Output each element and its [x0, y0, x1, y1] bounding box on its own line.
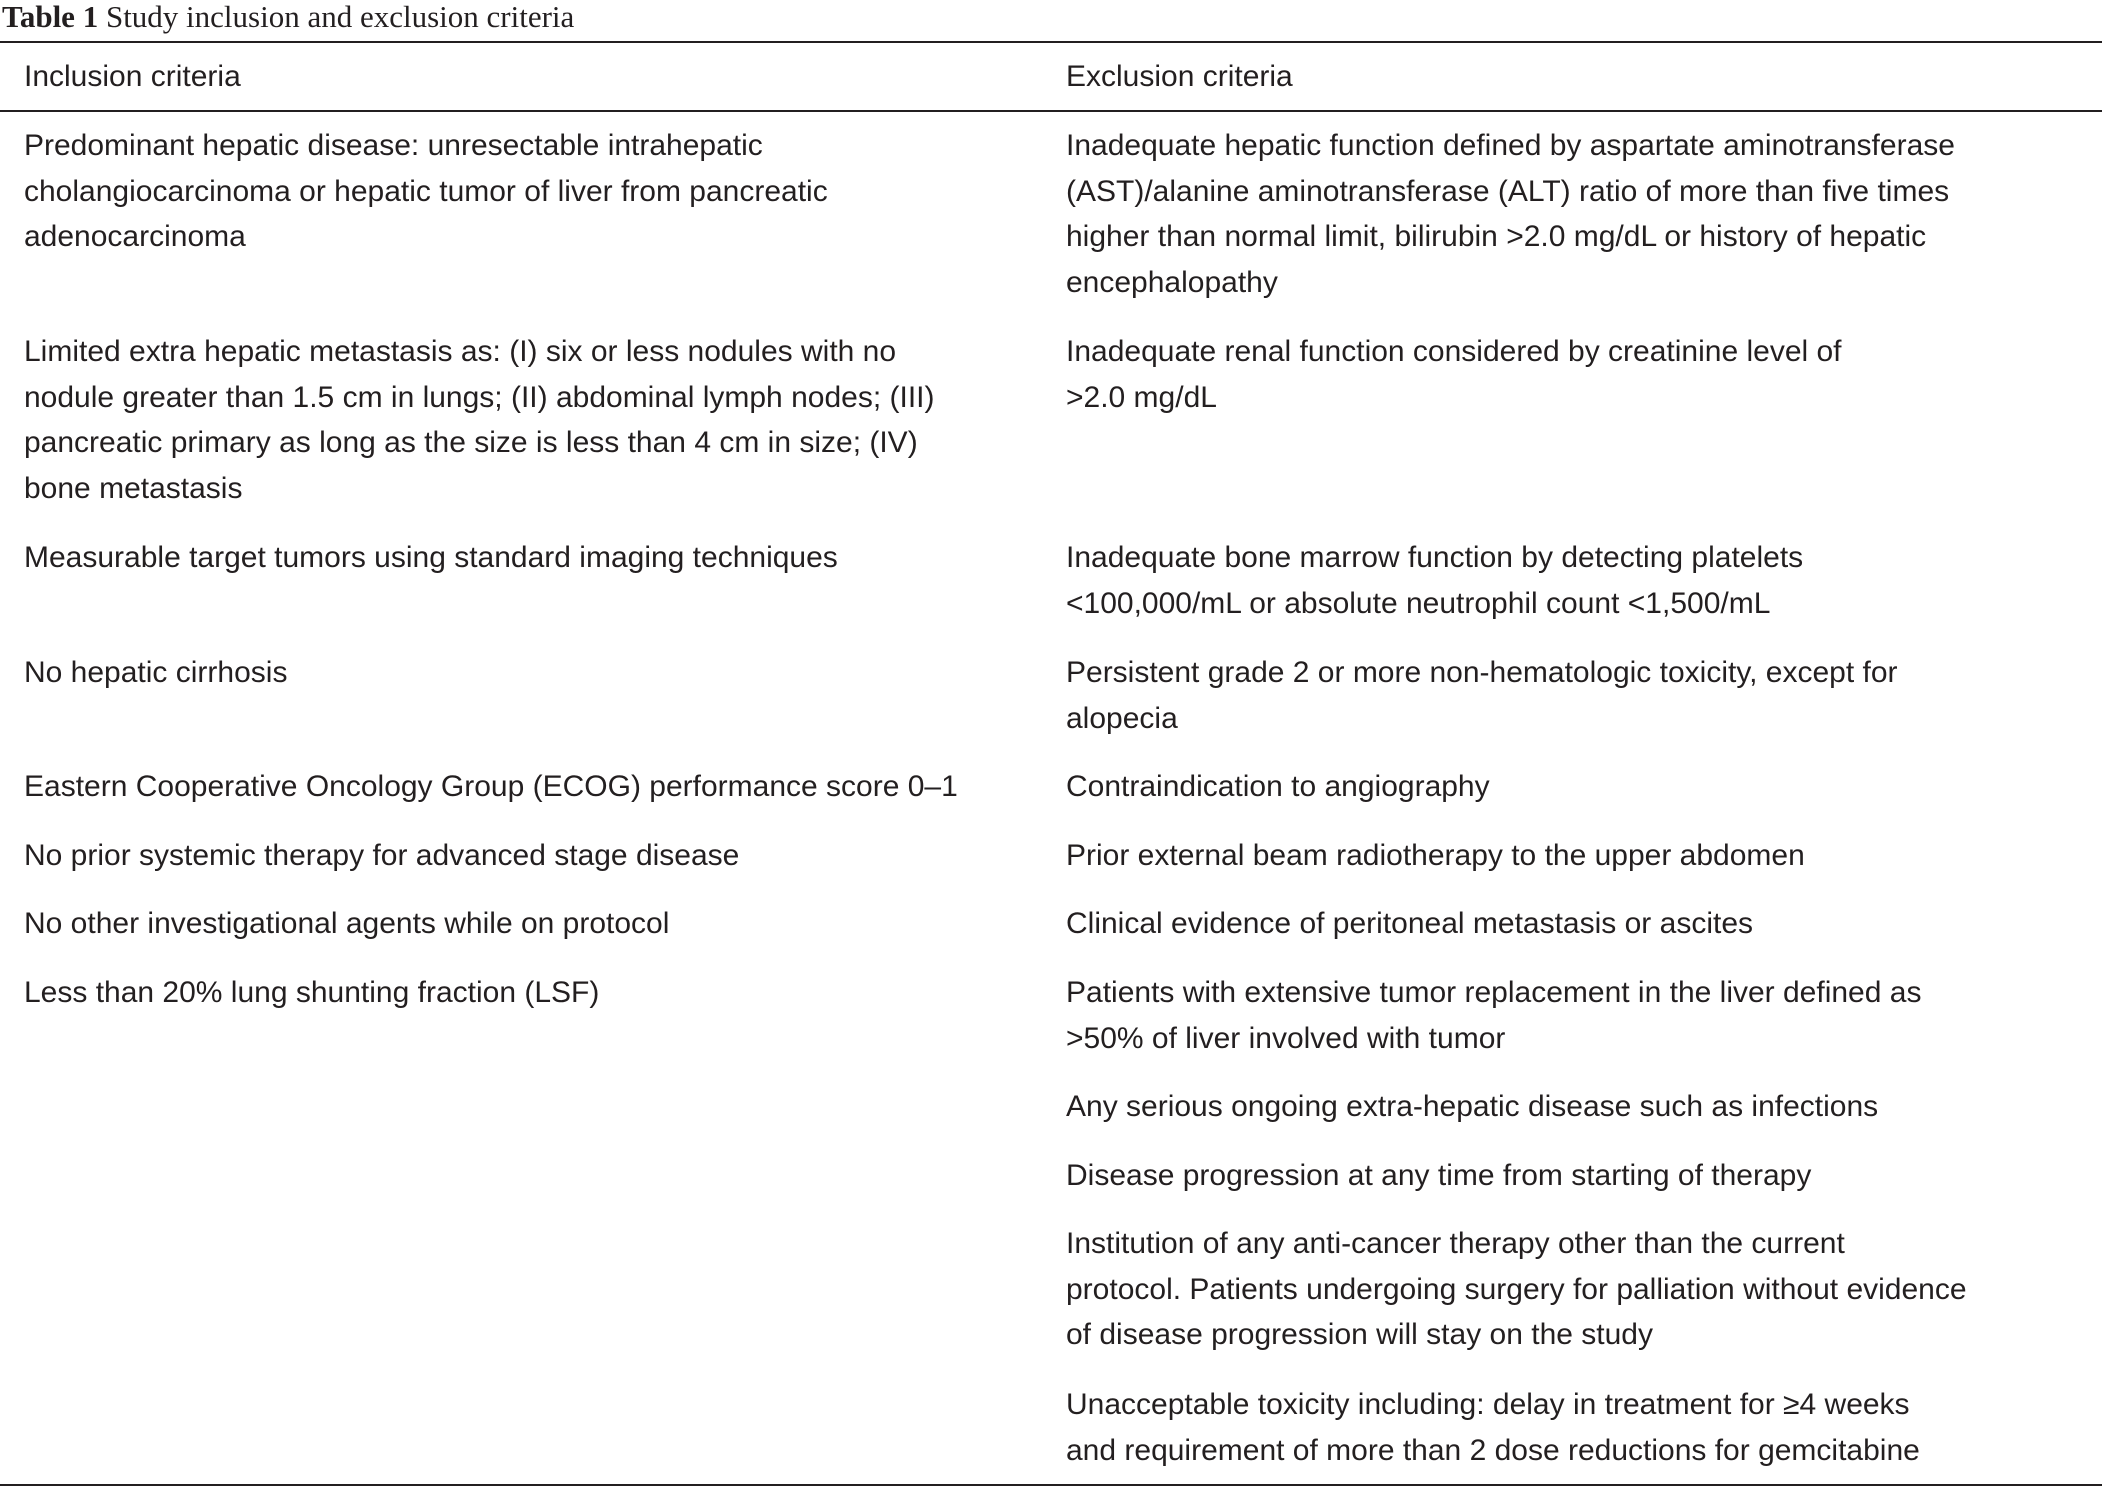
inclusion-item: No other investigational agents while on protocol [24, 907, 670, 940]
exclusion-item: Disease progression at any time from starting of therapy [1066, 1159, 1812, 1192]
exclusion-item: Inadequate renal function considered by creatinine level of >2.0 mg/dL [1066, 335, 1842, 414]
table-bottom-rule [0, 1484, 2102, 1486]
exclusion-item: Prior external beam radiotherapy to the upper abdomen [1066, 839, 1805, 872]
inclusion-item: Limited extra hepatic metastasis as: (I) six or less nodules with no nodule greater than 1.5 cm in lungs; (II) abdominal lymph nodes; (III) pancreatic primary as long as the size is less than 4 cm in size; (IV) bone metastasis [24, 335, 935, 506]
exclusion-item: Any serious ongoing extra-hepatic disease such as infections [1066, 1090, 1879, 1123]
exclusion-item: Contraindication to angiography [1066, 770, 1490, 803]
inclusion-criteria-header: Inclusion criteria [24, 60, 241, 93]
exclusion-criteria-header: Exclusion criteria [1066, 60, 1293, 93]
inclusion-item: Predominant hepatic disease: unresectable intrahepatic cholangiocarcinoma or hepatic tumor of liver from pancreatic adenocarcinoma [24, 129, 828, 254]
exclusion-item: Patients with extensive tumor replacement in the liver defined as >50% of liver involved with tumor [1066, 976, 1922, 1055]
inclusion-item: No hepatic cirrhosis [24, 656, 288, 689]
table-caption-label: Table 1 [2, 0, 99, 34]
exclusion-item: Clinical evidence of peritoneal metastasis or ascites [1066, 907, 1753, 940]
exclusion-item: Institution of any anti-cancer therapy other than the current protocol. Patients undergoing surgery for palliation without evidence of disease progression will stay on the study [1066, 1227, 1967, 1352]
exclusion-item: Persistent grade 2 or more non-hematologic toxicity, except for alopecia [1066, 656, 1898, 735]
table-header-rule [0, 110, 2102, 112]
exclusion-item: Inadequate bone marrow function by detecting platelets <100,000/mL or absolute neutrophil count <1,500/mL [1066, 541, 1804, 620]
inclusion-item: Eastern Cooperative Oncology Group (ECOG) performance score 0–1 [24, 770, 958, 803]
inclusion-item: Less than 20% lung shunting fraction (LSF) [24, 976, 600, 1009]
exclusion-item: Inadequate hepatic function defined by aspartate aminotransferase (AST)/alanine aminotransferase (ALT) ratio of more than five times higher than normal limit, bilirubin >2.0 mg/dL or history of hepatic encephalopathy [1066, 129, 1955, 300]
exclusion-item: Unacceptable toxicity including: delay in treatment for ≥4 weeks and requirement of more than 2 dose reductions for gemcitabine [1066, 1388, 1920, 1467]
table-caption [2, 0, 574, 34]
inclusion-item: Measurable target tumors using standard imaging techniques [24, 541, 838, 574]
inclusion-item: No prior systemic therapy for advanced stage disease [24, 839, 740, 872]
table-caption-title: Study inclusion and exclusion criteria [105, 0, 575, 34]
table-top-rule [0, 41, 2102, 43]
